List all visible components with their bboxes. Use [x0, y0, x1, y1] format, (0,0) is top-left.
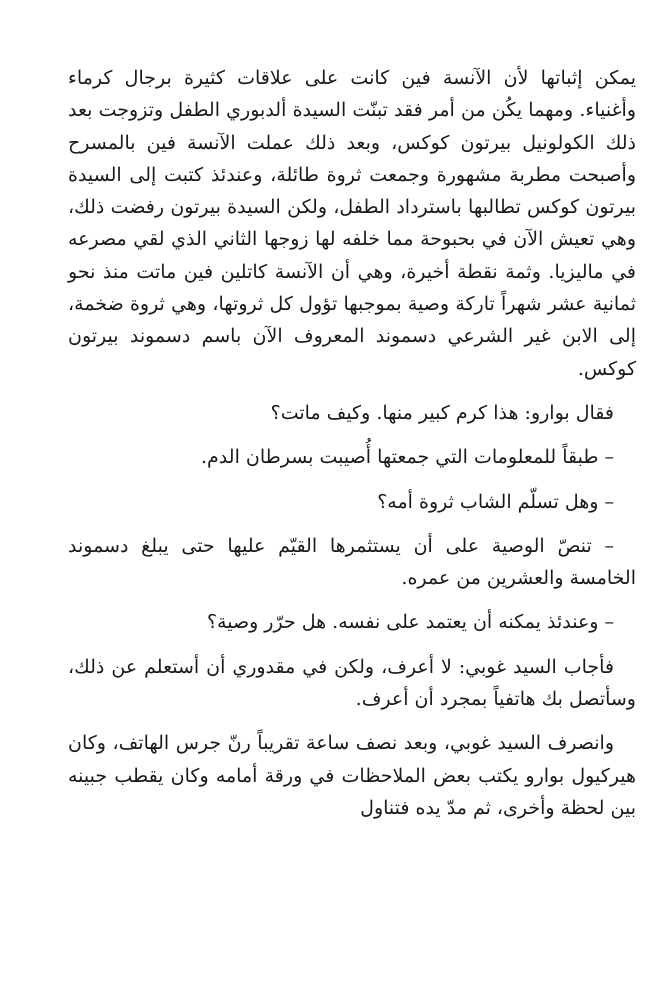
- paragraph-poirot-remark: فقال بوارو: هذا كرم كبير منها. وكيف ماتت؟: [270, 401, 614, 424]
- paragraph-narrative: يمكن إثباتها لأن الآنسة فين كانت على علاقات كثيرة برجال كرماء وأغنياء. ومهما يكُن من أمر فقد تبنّت السيدة ألدبوري الطفل وتزوجت بعد ذلك الكولونيل بيرتون كوكس، وبعد ذلك عملت الآنسة فين بالمسرح وأصبحت مطربة مشهورة وجمعت ثروة طائلة، وعندئذ كتبت إلى السيدة بيرتون كوكس تطالبها باسترداد الطفل، ولكن السيدة بيرتون رفضت ذلك، وهي تعيش الآن في بحبوحة مما خلفه لها زوجها الثاني الذي لقي مصرعه في ماليزيا. وثمة نقطة أخيرة، وهي أن الآنسة كاتلين فين ماتت منذ نحو ثمانية عشر شهراً تاركة وصية بموجبها تؤول كل ثروتها، وهي ثروة ضخمة، إلى الابن غير الشرعي دسموند المعروف الآن باسم دسموند بيرتون كوكس.: [68, 67, 636, 380]
- paragraph-goby-reply: فأجاب السيد غوبي: لا أعرف، ولكن في مقدوري أن أستعلم عن ذلك، وسأتصل بك هاتفياً بمجرد أن أعرف.: [68, 655, 636, 711]
- book-page: [68, 62, 636, 824]
- paragraph-dialog-inheritance: – وهل تسلّم الشاب ثروة أمه؟: [377, 490, 614, 513]
- paragraph-phone-call: وانصرف السيد غوبي، وبعد نصف ساعة تقريباً رنّ جرس الهاتف، وكان هيركيول بوارو يكتب بعض الملاحظات في ورقة أمامه وكان يقطب جبينه بين لحظة وأخرى، ثم مدّ يده فتناول: [68, 732, 636, 819]
- paragraph-dialog-own-will: – وعندئذ يمكنه أن يعتمد على نفسه. هل حرّر وصية؟: [206, 611, 614, 634]
- paragraph-dialog-leukemia: – طبقاً للمعلومات التي جمعتها أُصيبت بسرطان الدم.: [201, 446, 614, 469]
- paragraph-dialog-will-terms: – تنصّ الوصية على أن يستثمرها القيّم عليها حتى يبلغ دسموند الخامسة والعشرين من عمره.: [68, 534, 636, 590]
